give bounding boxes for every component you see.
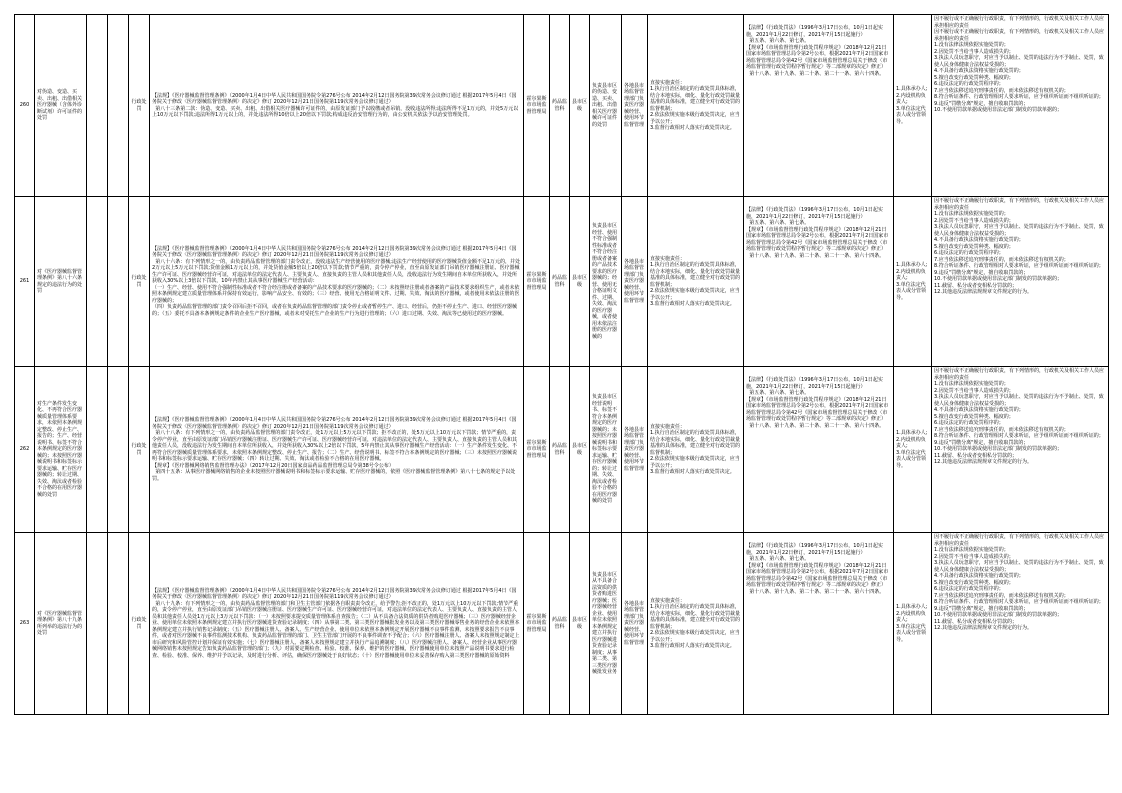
implementing-agency: 霍尔果斯市市场监督管理局 bbox=[524, 197, 550, 367]
sub-item-cell bbox=[87, 367, 108, 533]
sub-item-cell bbox=[108, 15, 129, 197]
table-row bbox=[15, 533, 1109, 715]
sub-item-cell bbox=[87, 533, 108, 715]
cooperating-department: 各地县市场监督管理部门负责医疗器械经营、使用环节监督管理 bbox=[622, 367, 648, 533]
item-type: 行政处罚 bbox=[129, 367, 150, 533]
sub-item-cell bbox=[108, 367, 129, 533]
row-number: 260 bbox=[15, 15, 35, 197]
item-name: 对《医疗器械监督管理条例》第八十九条所列举的违法行为的处罚 bbox=[35, 533, 87, 715]
admin-level: 县市区级 bbox=[570, 367, 590, 533]
implementing-agency: 霍尔果斯市市场监督管理局 bbox=[524, 15, 550, 197]
responsible-subject: 1.具体承办人; 2.内设机构负责人; 3.单位法定代表人或分管领导。 bbox=[894, 367, 932, 533]
table-row bbox=[15, 367, 1109, 533]
legal-basis: 【法规】《医疗器械监督管理条例》（2000年1月4日中华人民共和国国务院令第276号公布 2014年2月12日国务院第39次常务会议修订通过 根据2017年5月4日《国务院关于修改〈医疗器械监督管理条例〉的决定》修订 2020年12月21日国务院第119次常务会议修订通过） 第八十六条：有下列情形之一的，由负责药品监督管理的部门责令改正，没收违法生产经营使用的医疗器械;违法生产经营使用的医疗器械货值金额不足1万元的，并处2万元以上5万元以下罚款;货值金额1万元以上的，并处货值金额5倍以上20倍以下罚款;情节严重的，责令停产停业，直至由原发证部门吊销医疗器械注册证、医疗器械生产许可证、医疗器械经营许可证，对违法单位的法定代表人、主要负责人、直接负责的主管人员和其他责任人员，没收违法行为发生期间自本单位所获收入，并处所获收入30%以上3倍以下罚款，10年内禁止其从事医疗器械生产经营活动： （一）生产、经营、使用不符合强制性标准或者不符合经注册或者备案的产品技术要求的医疗器械的；（二）未按照经注册或者备案的产品技术要求组织生产，或者未依照本条例规定建立质量管理体系并保持有效运行，影响产品安全、有效的；（三）经营、使用无合格证明文件、过期、失效、淘汰的医疗器械，或者使用未依法注册的医疗器械的； （四）负责药品监督管理的部门责令召回后拒不召回，或者在负责药品监督管理的部门责令停止或者暂停生产、进口、经营后，仍拒不停止生产、进口、经营医疗器械的；（五）委托不具备本条例规定条件的企业生产医疗器械，或者未对受托生产企业的生产行为进行管理的；（六）进口过期、失效、淘汰等已使用过的医疗器械。 bbox=[150, 197, 524, 367]
admin-level: 县市区级 bbox=[570, 533, 590, 715]
row-number: 263 bbox=[15, 533, 35, 715]
admin-level: 县市区级 bbox=[570, 197, 590, 367]
accountability-cases: 因不履行或不正确履行行政职责，有下列情形的，行政机关及相关工作人员应承担相应的责任 1.没有法律法规依据实施处罚的； 2.因处罚不当给当事人造成损失的； 3.执法人员玩忽职守，对应当予以制止、处罚的违法行为不予制止、处罚，致使人民身体健康合法权益受损的； 4.不具备行政执法资格实施行政处罚的； 5.擅自改变行政处罚种类、幅度的； 6.违反法定的行政处罚程序的； 7.应当依法移送追究刑事责任的，而未依法移送有权机关的； 8.符合听证条件、行政管理相对人要求听证，应予组织听证而不组织听证的； 9.违反"罚缴分离"规定，擅自收取罚款的； 10.不使用罚款单据或使用非法定部门制发的罚款单据的； 11.截留、私分或者变相私分罚款的； 12.其他违反法律法规规章文件规定的行为。 bbox=[932, 533, 1109, 715]
responsible-subject: 1.具体承办人; 2.内设机构负责人; 3.单位法定代表人或分管领导。 bbox=[894, 197, 932, 367]
responsibility-basis: 【法律】《行政处罚法》（1996年3月17日公布，10月1日起实施，2021年1月22日修订，2021年7月15日起施行） 第五条、第六条、第七条。 【规章】《市场监督管理行政处罚程序规定》（2018年12月21日国家市场监督管理总局令第2号公布，根据2021年7月2日国家市场监督管理总局令第42号《国家市场监督管理总局关于修改〈市场监督管理行政处罚程序暂行规定〉等二部规章的决定》修正） 第十八条、第十九条、第二十条、第二十一条、第六十四条。 bbox=[744, 197, 894, 367]
duty-scope: 负责县市区的伪造、变造、买卖、出租、出借相关医疗器械许可证件的处罚 bbox=[590, 15, 622, 197]
admin-level: 县市区级 bbox=[570, 15, 590, 197]
item-name: 对《医疗器械监督管理条例》第八十六条规定的违法行为的处罚 bbox=[35, 197, 87, 367]
item-type: 行政处罚 bbox=[129, 197, 150, 367]
responsible-subject: 1.具体承办人; 2.内设机构负责人; 3.单位法定代表人或分管领导。 bbox=[894, 533, 932, 715]
cooperating-department: 各地县市场监督管理部门负责医疗器械经营、使用环节监督管理 bbox=[622, 533, 648, 715]
cooperating-department: 各地县市场监督管理部门负责医疗器械经营、使用环节监督管理 bbox=[622, 15, 648, 197]
cooperating-department: 各地县市场监督管理部门负责医疗器械经营、使用环节监督管理 bbox=[622, 197, 648, 367]
legal-basis: 【法规】《医疗器械监督管理条例》（2000年1月4日中华人民共和国国务院令第276号公布 2014年2月12日国务院第39次常务会议修订通过 根据2017年5月4日《国务院关于修改〈医疗器械监督管理条例〉的决定》修订 2020年12月21日国务院第119次常务会议修订通过） 第八十三条第二款：伪造、变造、买卖、出租、出借相关医疗器械许可证件的，由原发证部门予以收缴或者吊销，没收违法所得;违法所得不足1万元的，并处5万元以上10万元以下罚款;违法所得1万元以上的，并处违法所得10倍以上20倍以下罚款;构成违反治安管理行为的，由公安机关依法予以治安管理处罚。 bbox=[150, 15, 524, 197]
responsibility-basis: 【法律】《行政处罚法》（1996年3月17日公布，10月1日起实施，2021年1月22日修订，2021年7月15日起施行） 第五条、第六条、第七条。 【规章】《市场监督管理行政处罚程序规定》（2018年12月21日国家市场监督管理总局令第2号公布，根据2021年7月2日国家市场监督管理总局令第42号《国家市场监督管理总局关于修改〈市场监督管理行政处罚程序暂行规定〉等二部规章的决定》修正） 第十八条、第十九条、第二十条、第二十一条、第六十四条。 bbox=[744, 533, 894, 715]
duty-scope: 负责县市区经营、使用不符合强制性标准或者不符合经注册或者备案的产品技术要求的医疗器械的；经营、使用无合格证明文件、过期、失效、淘汰的医疗器械，或者使用未依法注册的医疗器械的 bbox=[590, 197, 622, 367]
sub-item-cell bbox=[87, 197, 108, 367]
responsibility-basis: 【法律】《行政处罚法》（1996年3月17日公布，10月1日起实施，2021年1月22日修订，2021年7月15日起施行） 第五条、第六条、第七条。 【规章】《市场监督管理行政处罚程序规定》（2018年12月21日国家市场监督管理总局令第2号公布，根据2021年7月2日国家市场监督管理总局令第42号《国家市场监督管理总局关于修改〈市场监督管理行政处罚程序暂行规定〉等二部规章的决定》修正） 第十八条、第十九条、第二十条、第二十一条、第六十四条。 bbox=[744, 367, 894, 533]
responsibility-items: 直接实施责任： 1.执行自治区制定的行政处罚具体标准，结合本地实际，细化、量化行政处罚裁量基准的具体标准，建立健全对行政处罚的监督机制； 2.依法依规实施本级行政处罚决定，应当予以公开； 3.监督行政相对人落实行政处罚决定。 bbox=[648, 533, 744, 715]
item-type: 行政处罚 bbox=[129, 533, 150, 715]
responsible-subject: 1.具体承办人; 2.内设机构负责人; 3.单位法定代表人或分管领导。 bbox=[894, 15, 932, 197]
item-type: 行政处罚 bbox=[129, 15, 150, 197]
implementing-agency: 霍尔果斯市市场监督管理局 bbox=[524, 367, 550, 533]
sub-item-cell bbox=[87, 15, 108, 197]
responsible-office: 药品监管科 bbox=[550, 15, 570, 197]
responsible-office: 药品监管科 bbox=[550, 533, 570, 715]
responsibility-basis: 【法律】《行政处罚法》（1996年3月17日公布，10月1日起实施，2021年1月22日修订，2021年7月15日起施行） 第五条、第六条、第七条。 【规章】《市场监督管理行政处罚程序规定》（2018年12月21日国家市场监督管理总局令第2号公布，根据2021年7月2日国家市场监督管理总局令第42号《国家市场监督管理总局关于修改〈市场监督管理行政处罚程序暂行规定〉等二部规章的决定》修正） 第十八条、第十九条、第二十条、第二十一条、第六十四条。 bbox=[744, 15, 894, 197]
responsible-office: 药品监管科 bbox=[550, 367, 570, 533]
power-list-table bbox=[14, 14, 1109, 715]
legal-basis: 【法规】《医疗器械监督管理条例》（2000年1月4日中华人民共和国国务院令第276号公布 2014年2月12日国务院第39次常务会议修订通过 根据2017年5月4日《国务院关于修改〈医疗器械监督管理条例〉的决定》修订 2020年12月21日国务院第119次常务会议修订通过） 第八十九条：有下列情形之一的，由负责药品监督管理的部门和卫生主管部门依据各自职责责令改正，给予警告;拒不改正的，处1万元以上10万元以下罚款;情节严重的，责令停产停业，直至由原发证部门吊销医疗器械注册证、医疗器械生产许可证、医疗器械经营许可证，对违法单位的法定代表人、主要负责人、直接负责的主管人员和其他责任人员处1万元以上3万元以下罚款：（一）未按照要求提交质量管理体系自查报告；（二）从不具备合法资质的供货者购进医疗器械；（三）医疗器械经营企业、使用单位未依照本条例规定建立并执行医疗器械进货查验记录制度；（四）从事第二类、第三类医疗器械批发业务以及第三类医疗器械零售业务的经营企业未依照本条例规定建立并执行销售记录制度；（五）医疗器械注册人、备案人、生产经营企业、使用单位未依照本条例规定开展医疗器械不良事件监测，未按照要求报告不良事件，或者对医疗器械不良事件监测技术机构、负责药品监督管理的部门、卫生主管部门开展的不良事件调查不予配合；（六）医疗器械注册人、备案人未按照规定制定上市后研究和风险管控计划并保证有效实施；（七）医疗器械注册人、备案人未按照规定建立并执行产品追溯制度；（八）医疗器械注册人、备案人、经营企业从事医疗器械网络销售未按照规定告知负责药品监督管理的部门；（九）对需要定期检查、检验、校准、保养、维护的医疗器械，医疗器械使用单位未按照产品说明书要求进行检查、检验、校准、保养、维护并予以记录，及时进行分析、评估，确保医疗器械处于良好状态；（十）医疗器械使用单位未妥善保存购入第三类医疗器械的原始资料 bbox=[150, 533, 524, 715]
accountability-cases: 因不履行或不正确履行行政职责，有下列情形的，行政机关及相关工作人员应承担相应的责任 1.没有法律法规依据实施处罚的； 2.因处罚不当给当事人造成损失的； 3.执法人员玩忽职守，对应当予以制止、处罚的违法行为不予制止、处罚，致使人民身体健康合法权益受损的； 4.不具备行政执法资格实施行政处罚的； 5.擅自改变行政处罚种类、幅度的； 6.违反法定的行政处罚程序的； 7.应当依法移送追究刑事责任的，而未依法移送有权机关的； 8.符合听证条件、行政管理相对人要求听证，应予组织听证而不组织听证的； 9.违反"罚缴分离"规定，擅自收取罚款的； 10.不使用罚款单据或使用非法定部门制发的罚款单据的； 11.截留、私分或者变相私分罚款的； 12.其他违反法律法规规章文件规定的行为。 bbox=[932, 367, 1109, 533]
responsibility-items: 直接实施责任： 1.执行自治区制定的行政处罚具体标准，结合本地实际，细化、量化行政处罚裁量基准的具体标准，建立健全对行政处罚的监督机制； 2.依法依规实施本级行政处罚决定，应当予以公开； 3.监督行政相对人落实行政处罚决定。 bbox=[648, 367, 744, 533]
accountability-cases: 因不履行或不正确履行行政职责，有下列情形的，行政机关及相关工作人员应承担相应的责任 因不履行或不正确履行行政职责，有下列情形的，行政机关及相关工作人员应承担相应的责任 1.没有法律法规依据实施处罚的； 2.因处罚不当给当事人造成损失的； 3.执法人员玩忽职守，对应当予以制止、处罚的违法行为不予制止、处罚，致使人民身体健康合法权益受损的； 4.不具备行政执法资格实施行政处罚的； 5.擅自改变行政处罚种类、幅度的； 6.违反法定的行政处罚程序的； 7.应当依法移送追究刑事责任的，而未依法移送有权机关的； 8.符合听证条件、行政管理相对人要求听证，应予组织听证而不组织听证的； 9.违反"罚缴分离"规定，擅自收取罚款的； 10.不使用罚款单据或使用非法定部门制发的罚款单据的； bbox=[932, 15, 1109, 197]
row-number: 261 bbox=[15, 197, 35, 367]
item-name: 对伪造、变造、买卖、出租、出借相关医疗器械（含体外诊断试剂）许可证件的处罚 bbox=[35, 15, 87, 197]
duty-scope: 负责县市区经营说明书、标签不符合本条例规定的医疗器械的；未按照医疗器械说明书和标签标示要求运输、贮存医疗器械的；转让过期、失效、淘汰或者检验不合格的在用医疗器械的处罚 bbox=[590, 367, 622, 533]
table-row bbox=[15, 15, 1109, 197]
legal-basis: 【法规】《医疗器械监督管理条例》（2000年1月4日中华人民共和国国务院令第276号公布 2014年2月12日国务院第39次常务会议修订通过 根据2017年5月4日《国务院关于修改〈医疗器械监督管理条例〉的决定》修订 2020年12月21日国务院第119次常务会议修订通过） 第八十八条：有下列情形之一的，由负责药品监督管理的部门责令改正，处1万元以上5万元以下罚款；拒不改正的，处5万元以上10万元以下罚款；情节严重的，责令停产停业，直至由原发证部门吊销医疗器械注册证、医疗器械生产许可证、医疗器械经营许可证，对违法单位的法定代表人、主要负责人、直接负责的主管人员和其他责任人员，没收违法行为发生期间自本单位所获收入，并处所获收入30%以上2倍以下罚款，5年内禁止其从事医疗器械生产经营活动：（一）生产条件发生变化、不再符合医疗器械质量管理体系要求，未依照本条例规定整改、停止生产、报告；（二）生产、经营说明书、标签不符合本条例规定的医疗器械；（三）未按照医疗器械说明书和标签标示要求运输、贮存医疗器械；（四）转让过期、失效、淘汰或者检验不合格的在用医疗器械。 【规章】《医疗器械网络销售监督管理办法》（2017年12月20日国家食品药品监督管理总局令第38号令公布） 第四十五条：从事医疗器械网络销售的企业未按照医疗器械说明书和标签标示要求运输、贮存医疗器械的，依照《医疗器械监督管理条例》第八十七条的规定予以处罚。 bbox=[150, 367, 524, 533]
table-row bbox=[15, 197, 1109, 367]
responsibility-items: 直接实施责任： 1.执行自治区制定的行政处罚具体标准，结合本地实际，细化、量化行政处罚裁量基准的具体标准，建立健全对行政处罚的监督机制； 2.依法依规实施本级行政处罚决定，应当予以公开； 3.监督行政相对人落实行政处罚决定。 bbox=[648, 197, 744, 367]
accountability-cases: 因不履行或不正确履行行政职责，有下列情形的，行政机关及相关工作人员应承担相应的责任 1.没有法律法规依据实施处罚的； 2.因处罚不当给当事人造成损失的； 3.执法人员玩忽职守，对应当予以制止、处罚的违法行为不予制止、处罚，致使人民身体健康合法权益受损的； 4.不具备行政执法资格实施行政处罚的； 5.擅自改变行政处罚种类、幅度的； 6.违反法定的行政处罚程序的； 7.应当依法移送追究刑事责任的，而未依法移送有权机关的； 8.符合听证条件、行政管理相对人要求听证，应予组织听证而不组织听证的； 9.违反"罚缴分离"规定，擅自收取罚款的； 10.不使用罚款单据或使用非法定部门制发的罚款单据的； 11.截留、私分或者变相私分罚款的； 12.其他违反法律法规规章文件规定的行为。 bbox=[932, 197, 1109, 367]
responsible-office: 药品监管科 bbox=[550, 197, 570, 367]
sub-item-cell bbox=[108, 533, 129, 715]
item-name: 对生产条件发生变化、不再符合医疗器械质量管理体系要求，未依照本条例规定整改、停止生产、报告的；生产、经营说明书、标签不符合本条例规定的医疗器械的；未按照医疗器械说明书和标签标示要求运输、贮存医疗器械的；转让过期、失效、淘汰或者检验不合格的在用医疗器械的处罚 bbox=[35, 367, 87, 533]
row-number: 262 bbox=[15, 367, 35, 533]
implementing-agency: 霍尔果斯市市场监督管理局 bbox=[524, 533, 550, 715]
sub-item-cell bbox=[108, 197, 129, 367]
duty-scope: 负责县市区从不具备合法资质的供货者购进医疗器械；医疗器械经营企业、使用单位未依照本条例规定建立并执行医疗器械进货查验记录制度；从事第二类、第三类医疗器械批发业务 bbox=[590, 533, 622, 715]
responsibility-items: 直接实施责任： 1.执行自治区制定的行政处罚具体标准，结合本地实际，细化、量化行政处罚裁量基准的具体标准，建立健全对行政处罚的监督机制； 2.依法依规实施本级行政处罚决定，应当予以公开； 3.监督行政相对人落实行政处罚决定。 bbox=[648, 15, 744, 197]
